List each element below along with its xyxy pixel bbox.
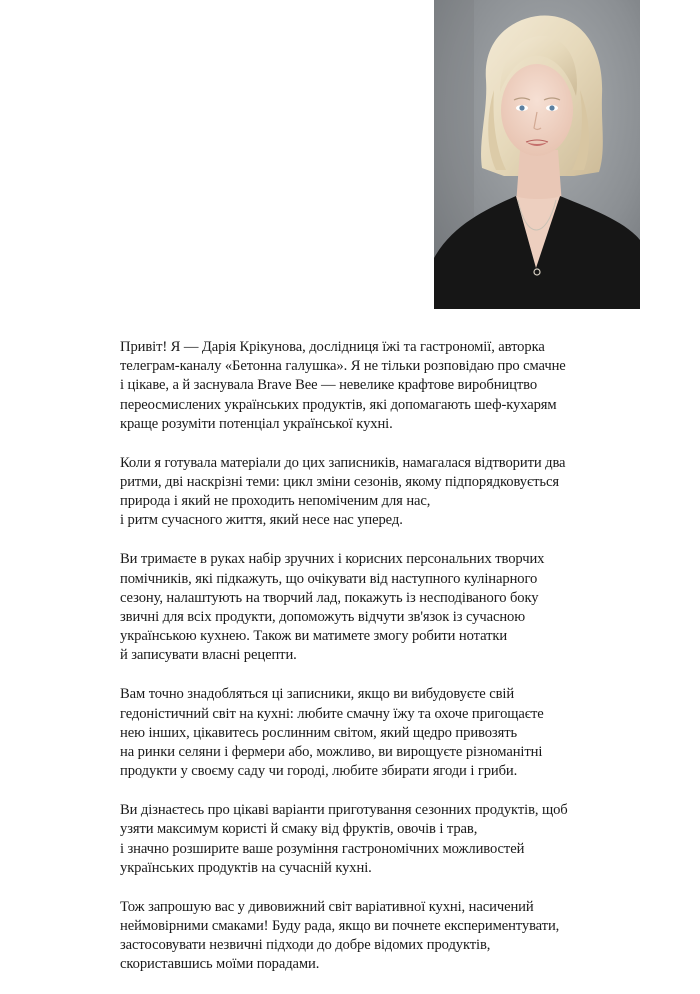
text-line: Ви дізнаєтесь про цікаві варіанти приготування сезонних продуктів, щоб — [120, 802, 568, 819]
text-line: Вам точно знадобляться ці записники, якщо ви вибудовуєте свій — [120, 686, 515, 703]
text-line: Коли я готувала матеріали до цих записників, намагалася відтворити два — [120, 454, 566, 471]
paragraph-5 — [120, 801, 612, 878]
text-line: звичні для всіх продукти, допоможуть відчути зв'язок із сучасною — [120, 609, 526, 626]
paragraph-4 — [120, 685, 612, 781]
author-portrait-photo — [434, 0, 640, 309]
text-line: помічників, які підкажуть, що очікувати від наступного кулінарного — [120, 570, 538, 587]
author-portrait — [434, 0, 640, 309]
text-line: застосовувати незвичні підходи до добре відомих продуктів, — [120, 937, 491, 954]
text-line: і цікаве, а й заснувала Brave Bee — невелике крафтове виробництво — [120, 377, 538, 394]
text-line: на ринки селяни і фермери або, можливо, ви вирощуєте різноманітні — [120, 744, 543, 761]
text-line: телеграм-каналу «Бетонна галушка». Я не тільки розповідаю про смачне — [120, 358, 566, 375]
text-line: переосмислених українських продуктів, які допомагають шеф-кухарям — [120, 396, 557, 413]
text-line: гедоністичний світ на кухні: любите смачну їжу та охоче пригощаєте — [120, 705, 544, 722]
text-line: Тож запрошую вас у дивовижний світ варіативної кухні, насичений — [120, 898, 534, 915]
text-line: сезону, налаштують на творчий лад, покажуть із несподіваного боку — [120, 589, 539, 606]
text-line: краще розуміти потенціал української кухні. — [120, 415, 393, 432]
text-line: українських продуктів на сучасній кухні. — [120, 859, 372, 876]
text-line: узяти максимум користі й смаку від фруктів, овочів і трав, — [120, 821, 478, 838]
text-line: і значно розширите ваше розуміння гастрономічних можливостей — [120, 840, 525, 857]
text-line: нею інших, цікавитесь рослинним світом, який щедро привозять — [120, 724, 518, 741]
text-line: і ритм сучасного життя, який несе нас уперед. — [120, 512, 403, 529]
paragraph-3 — [120, 550, 612, 665]
text-line: продукти у своєму саду чи городі, любите збирати ягоди і гриби. — [120, 763, 518, 780]
paragraph-2 — [120, 454, 612, 531]
text-line: українською кухнею. Також ви матимете змогу робити нотатки — [120, 628, 508, 645]
paragraph-6 — [120, 898, 612, 975]
text-line: Ви тримаєте в руках набір зручних і корисних персональних творчих — [120, 551, 545, 568]
text-line: Привіт! Я — Дарія Крікунова, дослідниця їжі та гастрономії, авторка — [120, 339, 545, 355]
paragraph-1 — [120, 338, 612, 434]
text-line: ритми, дві наскрізні теми: цикл зміни сезонів, якому підпорядковується — [120, 474, 559, 491]
text-line: природа і який не проходить непоміченим для нас, — [120, 493, 431, 510]
intro-text — [120, 338, 612, 994]
text-line: скориставшись моїми порадами. — [120, 956, 320, 973]
text-line: й записувати власні рецепти. — [120, 647, 297, 664]
text-line: неймовірними смаками! Буду рада, якщо ви почнете експериментувати, — [120, 918, 560, 935]
